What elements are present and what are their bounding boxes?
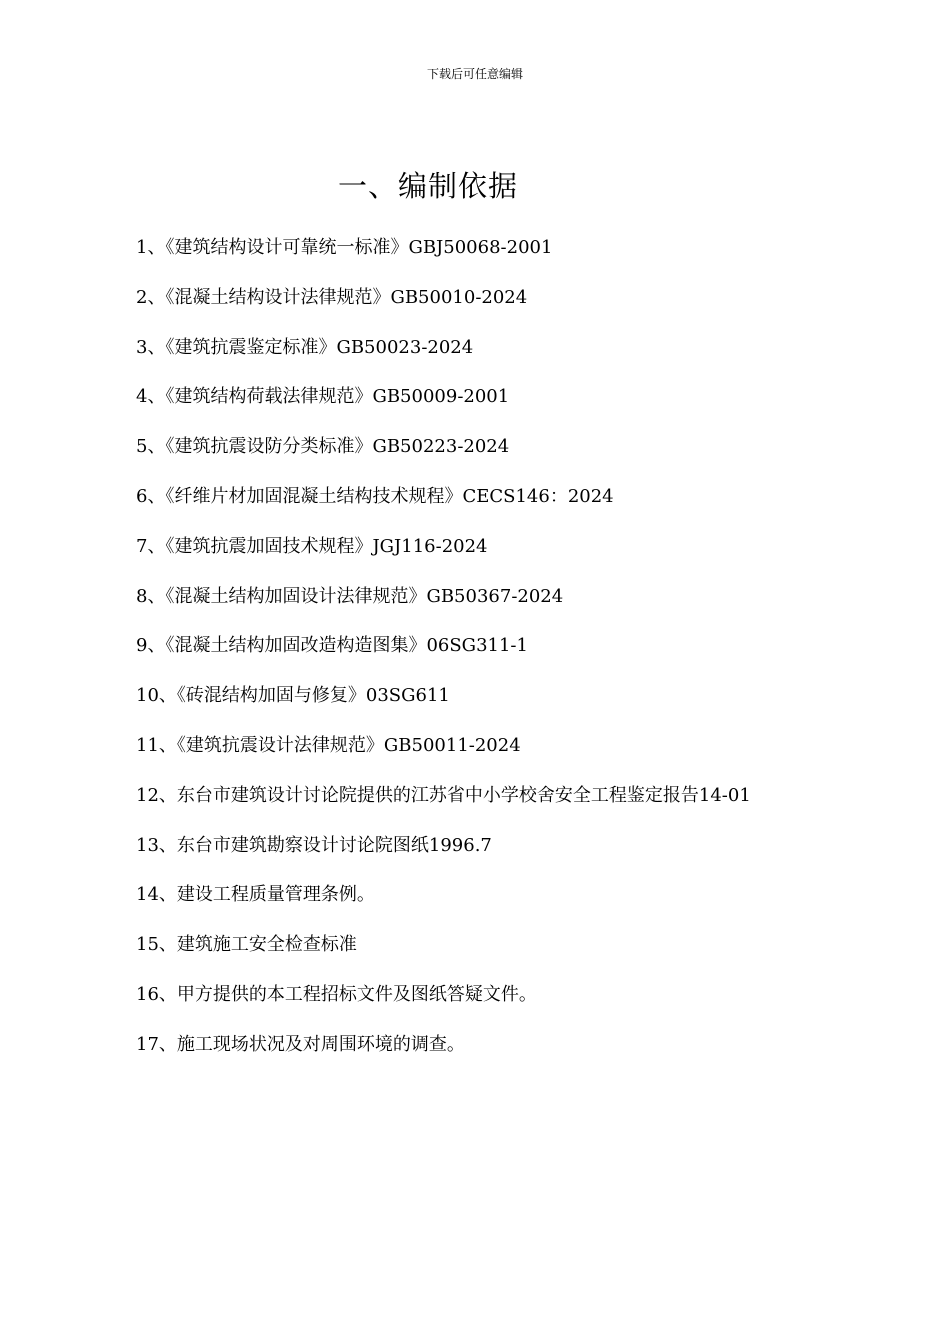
reference-item: 16、甲方提供的本工程招标文件及图纸答疑文件。 xyxy=(136,983,537,1005)
reference-item: 6、《纤维片材加固混凝土结构技术规程》CECS146：2024 xyxy=(136,485,614,507)
reference-item: 8、《混凝土结构加固设计法律规范》GB50367-2024 xyxy=(136,585,564,607)
page-header: 下载后可任意编辑 xyxy=(426,67,523,81)
reference-item: 13、东台市建筑勘察设计讨论院图纸1996.7 xyxy=(136,834,492,856)
reference-item: 1、《建筑结构设计可靠统一标准》GBJ50068-2001 xyxy=(136,237,553,258)
reference-item: 14、建设工程质量管理条例。 xyxy=(136,884,375,906)
reference-item: 15、建筑施工安全检查标准 xyxy=(136,934,357,956)
reference-item: 3、《建筑抗震鉴定标准》GB50023-2024 xyxy=(136,336,474,358)
reference-item: 4、《建筑结构荷载法律规范》GB50009-2001 xyxy=(136,386,510,408)
reference-item: 5、《建筑抗震设防分类标准》GB50223-2024 xyxy=(136,436,510,458)
reference-item: 7、《建筑抗震加固技术规程》JGJ116-2024 xyxy=(136,535,488,557)
reference-list xyxy=(136,234,751,1081)
reference-item: 10、《砖混结构加固与修复》03SG611 xyxy=(136,685,450,707)
section-title: 一、编制依据 xyxy=(338,169,519,203)
reference-item: 9、《混凝土结构加固改造构造图集》06SG311-1 xyxy=(136,635,528,657)
reference-item: 12、东台市建筑设计讨论院提供的江苏省中小学校舍安全工程鉴定报告14-01 xyxy=(136,784,751,806)
reference-item: 11、《建筑抗震设计法律规范》GB50011-2024 xyxy=(136,734,521,756)
reference-item: 17、施工现场状况及对周围环境的调查。 xyxy=(136,1033,465,1055)
reference-item: 2、《混凝土结构设计法律规范》GB50010-2024 xyxy=(136,286,528,308)
